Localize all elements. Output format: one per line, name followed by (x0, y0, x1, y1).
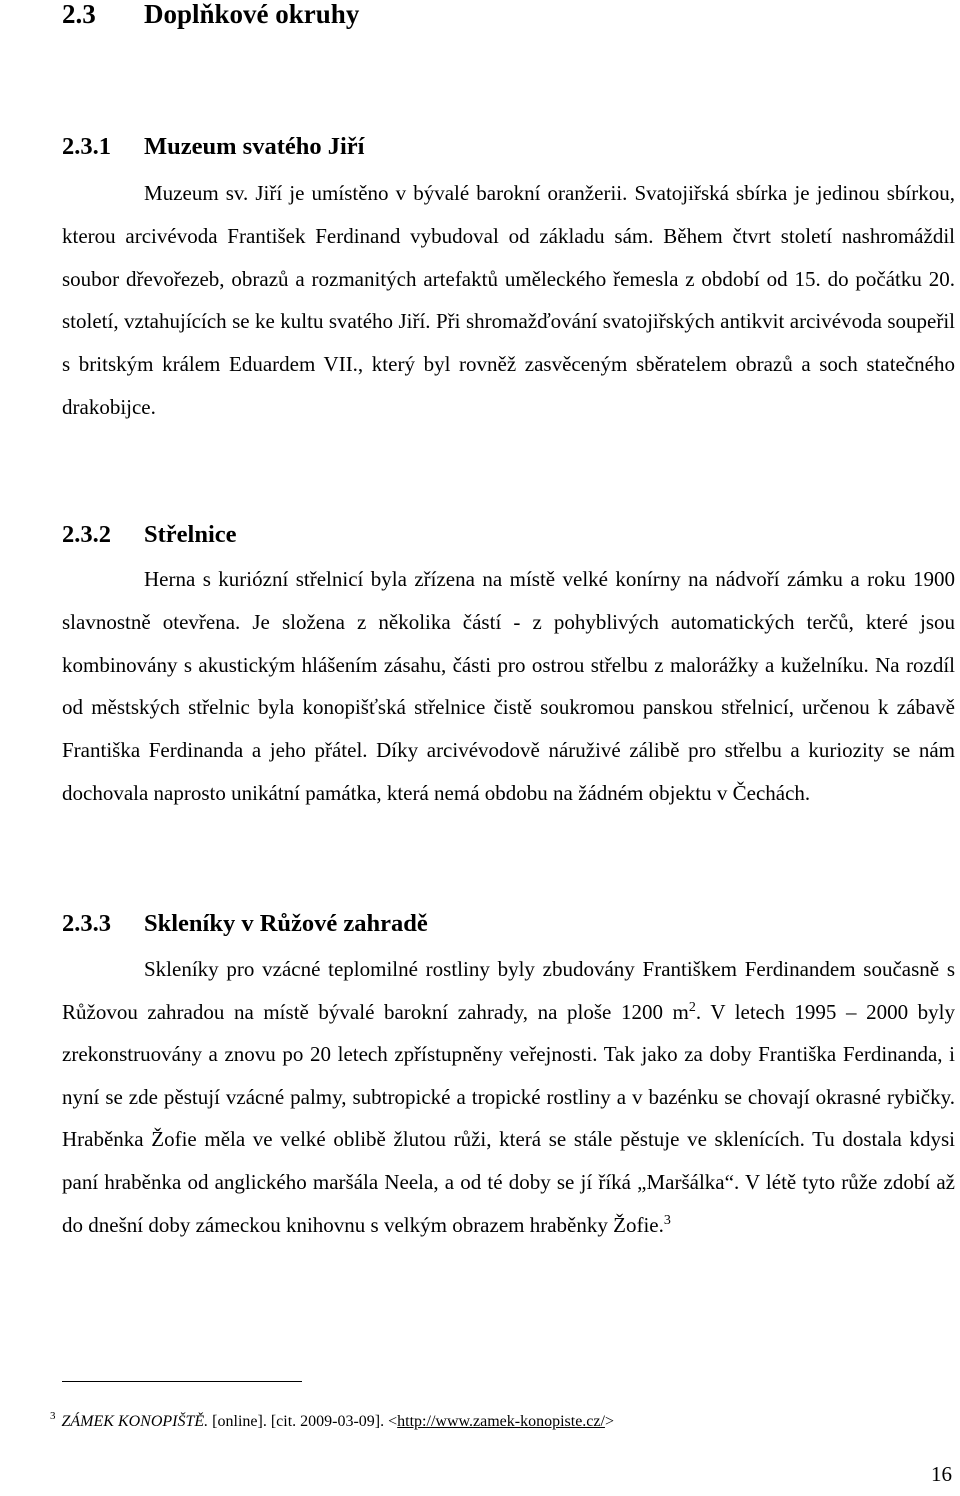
paragraph-shooting-range: Herna s kuriózní střelnicí byla zřízena na místě velké konírny na nádvoří zámku a roku 1900 slavnostně otevřena. Je složena z několika částí - z pohyblivých automatických terčů, které jsou kombinovány s akustickým hlášením zásahu, části pro ostrou střelbu z malorážky a kuželníku. Na rozdíl od městských střelnic byla konopišťská střelnice čistě soukromou panskou střelnicí, určenou k zábavě Františka Ferdinanda a jeho přátel. Díky arcivévodově náruživé zálibě pro střelbu a kuriozity se nám dochovala naprosto unikátní památka, která nemá obdobu na žádném objektu v Čechách. (62, 567, 955, 805)
page-number: 16 (931, 1462, 952, 1486)
paragraph-museum: Muzeum sv. Jiří je umístěno v bývalé barokní oranžerii. Svatojiřská sbírka je jedinou sbírkou, kterou arcivévoda František Ferdinand vybudoval od základu sám. Během čtvrt století nashromáždil soubor dřevořezeb, obrazů a rozmanitých artefaktů uměleckého řemesla z období od 15. do počátku 20. století, vztahujících se ke kultu svatého Jiří. Při shromažďování svatojiřských antikvit arcivévoda soupeřil s britským králem Eduardem VII., který byl rovněž zasvěceným sběratelem obrazů a soch statečného drakobijce. (62, 181, 955, 419)
subsection-heading-museum (62, 130, 364, 164)
section-heading (62, 0, 359, 34)
subsection-heading-shooting-range (62, 518, 237, 552)
subsection-title: Skleníky v Růžové zahradě (144, 910, 428, 937)
footnote-source-title: ZÁMEK KONOPIŠTĚ. (61, 1413, 209, 1430)
area-superscript: 2 (688, 999, 696, 1015)
subsection-title: Muzeum svatého Jiří (144, 133, 365, 160)
footnote-reference[interactable]: 3 (663, 1212, 671, 1228)
subsection-number: 2.3.1 (62, 133, 111, 160)
subsection-title: Střelnice (144, 521, 237, 548)
subsection-number: 2.3.2 (62, 521, 111, 548)
footnote (50, 1405, 614, 1433)
paragraph-greenhouses (62, 948, 955, 1246)
section-number: 2.3 (62, 0, 96, 29)
paragraph-text-part2: . V letech 1995 – 2000 byly zrekonstruovány a znovu po 20 letech zpřístupněny veřejnosti. Tak jako za doby Františka Ferdinanda, i nyní se zde pěstují vzácné palmy, subtropické a tropické rostliny a v bazénku se chovají okrasné rybičky. Hraběnka Žofie měla ve velké oblibě žlutou růži, která se stále pěstuje ve sklenících. Tu dostala kdysi paní hraběnka od anglického maršála Neela, a od té doby se jí říká „Maršálka“. V létě tyto růže zdobí až do dnešní doby zámeckou knihovnu s velkým obrazem hraběnky Žofie. (62, 999, 955, 1237)
section-title: Doplňkové okruhy (144, 0, 360, 29)
subsection-heading-greenhouses (62, 907, 428, 941)
footnote-details: [online]. [cit. 2009-03-09]. < (208, 1413, 398, 1430)
paragraph-text-part1: Skleníky pro vzácné teplomilné rostliny byly zbudovány Františkem Ferdinandem současně s Růžovou zahradou na místě bývalé barokní zahrady, na ploše 1200 m (62, 957, 955, 1024)
footnote-separator (62, 1381, 302, 1382)
footnote-url-link[interactable]: http://www.zamek-konopiste.cz/ (397, 1413, 605, 1430)
subsection-number: 2.3.3 (62, 910, 111, 937)
footnote-mark: 3 (50, 1410, 56, 1422)
footnote-close: > (604, 1413, 614, 1430)
